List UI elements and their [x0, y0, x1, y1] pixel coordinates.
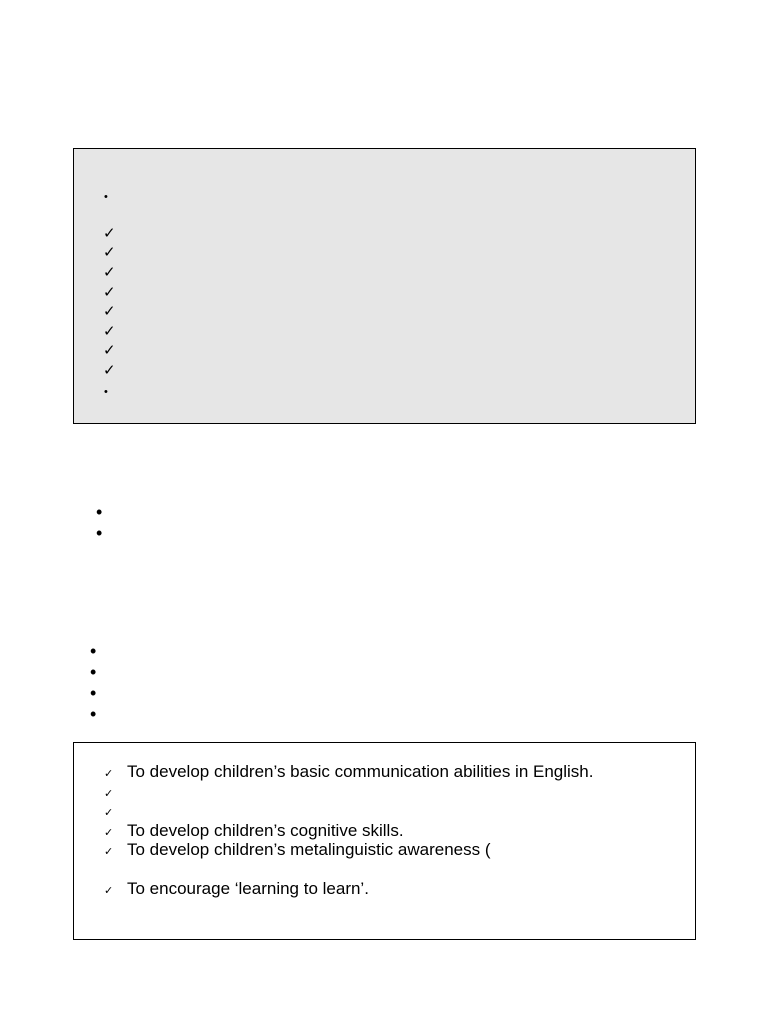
- panel-bullet-1: •: [104, 191, 108, 203]
- objective-check-5: ✓: [104, 846, 114, 858]
- list-b-bullet-3: •: [90, 683, 97, 703]
- panel-check-8: ✓: [103, 362, 116, 379]
- objective-5: To develop children’s metalinguistic awareness (: [127, 840, 491, 859]
- objective-check-6: ✓: [104, 885, 114, 897]
- objective-4: To develop children’s cognitive skills.: [127, 821, 404, 840]
- grey-panel: [73, 148, 696, 424]
- objective-6: To encourage ‘learning to learn’.: [127, 879, 369, 898]
- objective-check-4: ✓: [104, 827, 114, 839]
- list-b-bullet-4: •: [90, 704, 97, 724]
- panel-check-7: ✓: [103, 342, 116, 359]
- panel-check-1: ✓: [103, 225, 116, 242]
- panel-check-2: ✓: [103, 244, 116, 261]
- objective-check-3: ✓: [104, 807, 114, 819]
- list-a-bullet-1: •: [96, 502, 103, 522]
- list-b-bullet-2: •: [90, 662, 97, 682]
- list-b-bullet-1: •: [90, 641, 97, 661]
- panel-check-3: ✓: [103, 264, 116, 281]
- list-a-bullet-2: •: [96, 523, 103, 543]
- panel-bullet-2: •: [104, 386, 108, 398]
- panel-check-5: ✓: [103, 303, 116, 320]
- objective-check-1: ✓: [104, 768, 114, 780]
- panel-check-4: ✓: [103, 284, 116, 301]
- panel-check-6: ✓: [103, 323, 116, 340]
- objective-check-2: ✓: [104, 788, 114, 800]
- objective-1: To develop children’s basic communication abilities in English.: [127, 762, 594, 781]
